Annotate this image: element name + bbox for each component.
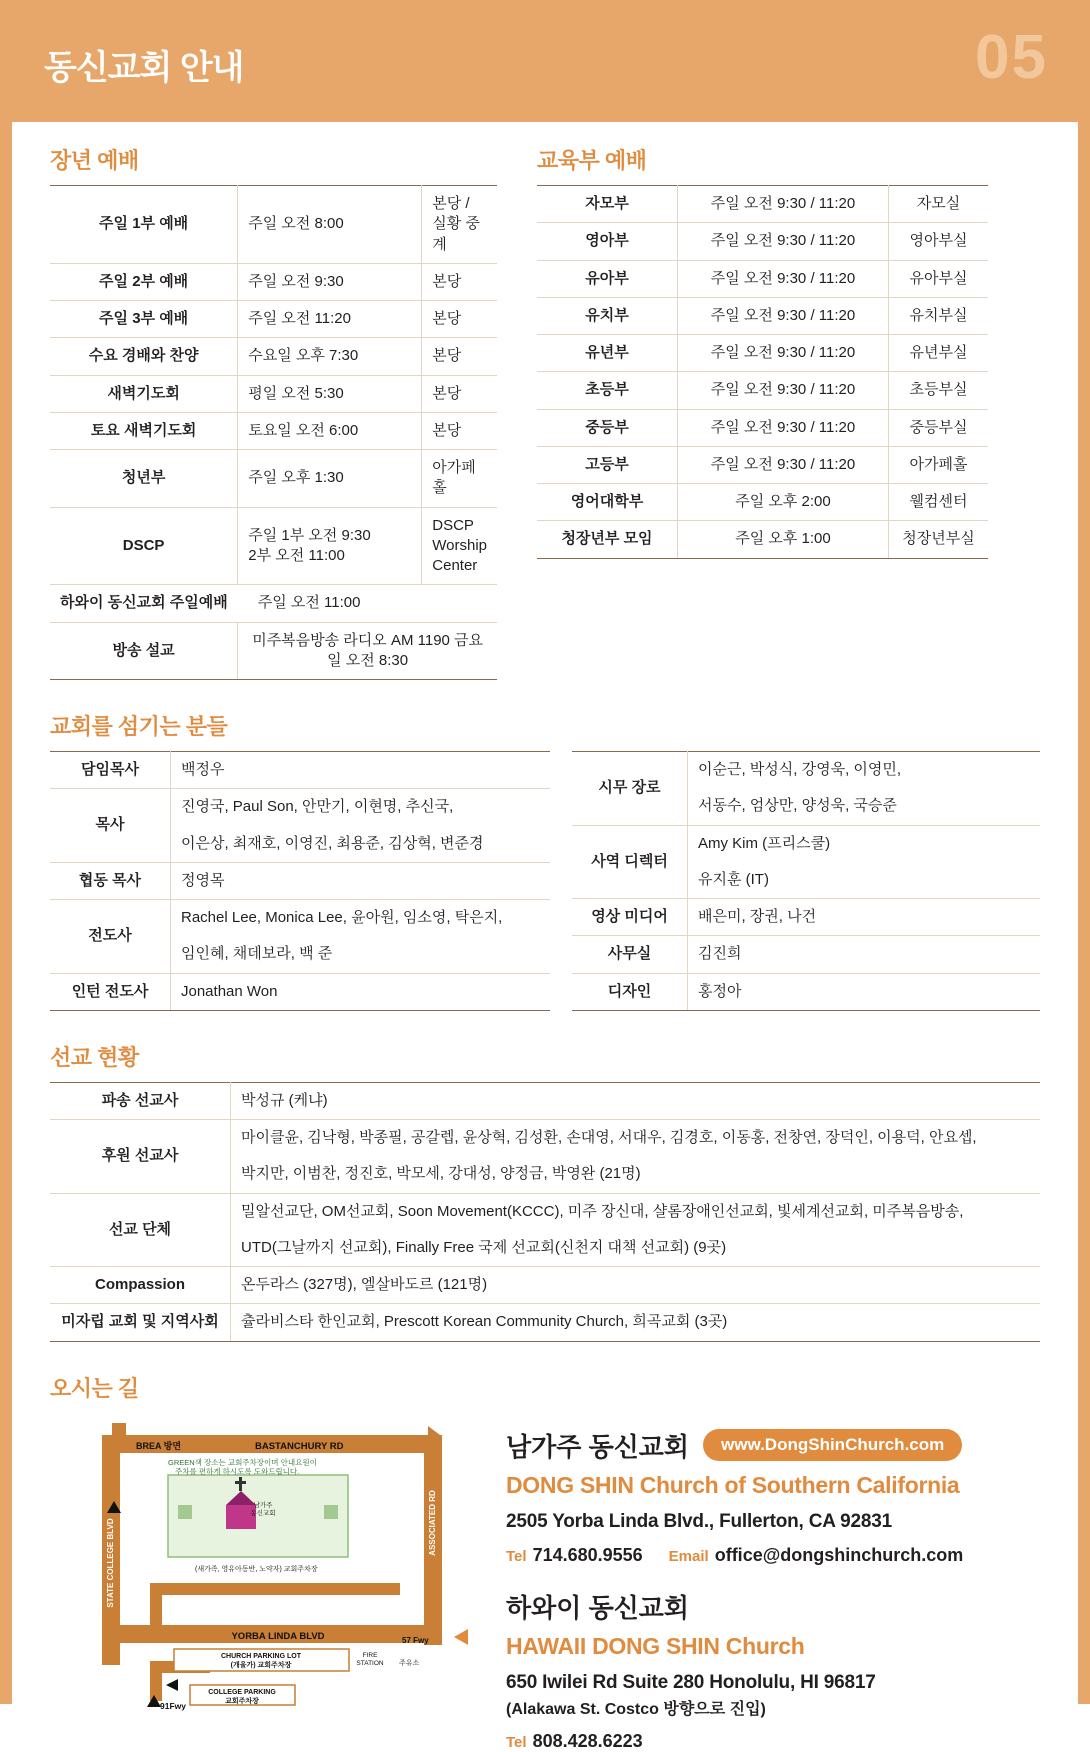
worship-label: 수요 경배와 찬양: [50, 338, 238, 375]
edu-place: 유년부실: [889, 335, 989, 372]
section-missions: [0, 1041, 1090, 1342]
directions-title: 오시는 길: [50, 1375, 139, 1401]
row-value: 홍정아: [688, 973, 1041, 1010]
hawaii-church-address-note: (Alakawa St. Costco 방향으로 진입): [506, 1700, 766, 1718]
table-row: [50, 263, 497, 300]
staff-title: 교회를 섬기는 분들: [50, 714, 228, 739]
edu-label: 유치부: [537, 297, 678, 334]
row-label: 파송 선교사: [50, 1082, 231, 1119]
svg-text:CHURCH PARKING LOT: CHURCH PARKING LOT: [221, 1652, 301, 1660]
row-value: Jonathan Won: [171, 973, 551, 1010]
table-row: [572, 825, 1040, 862]
main-church-name-ko: 남가주 동신교회: [506, 1431, 690, 1462]
svg-text:BREA 방면: BREA 방면: [136, 1440, 182, 1451]
table-row: [50, 1120, 1040, 1157]
row-label: 사역 디렉터: [572, 825, 688, 899]
table-row: [50, 412, 497, 449]
table-row: [537, 484, 988, 521]
row-label: 인턴 전도사: [50, 973, 171, 1010]
svg-text:STATE COLLEGE BLVD: STATE COLLEGE BLVD: [106, 1517, 115, 1608]
edu-place: 중등부실: [889, 409, 989, 446]
worship-label: 청년부: [50, 450, 238, 508]
email-label: Email: [668, 1547, 709, 1565]
table-row: [537, 335, 988, 372]
contact-info: [506, 1413, 1040, 1752]
table-row: [50, 1082, 1040, 1119]
table-row: [50, 862, 550, 899]
worship-time: 수요일 오후 7:30: [238, 338, 422, 375]
edu-time: 주일 오전 9:30 / 11:20: [678, 297, 889, 334]
page-title: 동신교회 안내: [44, 49, 244, 87]
table-row: [50, 585, 497, 622]
main-church-name-en: DONG SHIN Church of Southern California: [506, 1471, 960, 1498]
worship-place: 본당: [422, 412, 497, 449]
page-header: [0, 0, 1090, 122]
table-row: [50, 186, 497, 264]
edu-label: 청장년부 모임: [537, 521, 678, 558]
worship-label: 토요 새벽기도회: [50, 412, 238, 449]
edu-label: 중등부: [537, 409, 678, 446]
svg-text:YORBA LINDA BLVD: YORBA LINDA BLVD: [231, 1630, 325, 1642]
svg-text:남가주: 남가주: [253, 1501, 273, 1509]
main-church-address: 2505 Yorba Linda Blvd., Fullerton, CA 92831: [506, 1510, 892, 1532]
education-worship-title: 교육부 예배: [537, 148, 647, 173]
worship-label: 주일 2부 예배: [50, 263, 238, 300]
website-link[interactable]: www.DongShinChurch.com: [703, 1429, 962, 1461]
edu-time: 주일 오후 1:00: [678, 521, 889, 558]
svg-text:(새가족, 영유아동반, 노약자) 교회주차장: (새가족, 영유아동반, 노약자) 교회주차장: [195, 1565, 318, 1573]
edu-label: 초등부: [537, 372, 678, 409]
worship-time: 주일 오후 1:30: [238, 450, 422, 508]
row-label: 목사: [50, 789, 171, 863]
svg-text:COLLEGE PARKING: COLLEGE PARKING: [208, 1688, 276, 1696]
section-staff: [0, 710, 1090, 1011]
edu-label: 고등부: [537, 446, 678, 483]
row-value: 이은상, 최재호, 이영진, 최용준, 김상혁, 변준경: [171, 826, 551, 863]
table-row: [50, 1267, 1040, 1304]
row-value: 온두라스 (327명), 엘살바도르 (121명): [231, 1267, 1041, 1304]
table-row: [50, 338, 497, 375]
edu-place: 자모실: [889, 186, 989, 223]
section-education-worship: [537, 144, 988, 680]
edu-time: 주일 오전 9:30 / 11:20: [678, 409, 889, 446]
svg-text:FIRE: FIRE: [362, 1651, 378, 1659]
table-row: [537, 223, 988, 260]
table-row: [572, 936, 1040, 973]
row-value: 서동수, 엄상만, 양성욱, 국승준: [688, 788, 1041, 825]
table-row: [537, 446, 988, 483]
worship-time: 주일 오전 11:20: [238, 301, 422, 338]
table-row: [50, 1193, 1040, 1230]
row-value: 백정우: [171, 752, 551, 789]
row-value: 배은미, 장권, 나건: [688, 899, 1041, 936]
worship-place: DSCP Worship Center: [422, 507, 497, 585]
main-church-tel[interactable]: 714.680.9556: [532, 1544, 643, 1565]
staff-right-table: [572, 751, 1040, 1011]
table-row: [50, 507, 497, 585]
row-value: 츌라비스타 한인교회, Prescott Korean Community Church, 희곡교회 (3곳): [231, 1304, 1041, 1341]
row-value: 이순근, 박성식, 강영욱, 이영민,: [688, 752, 1041, 789]
edu-place: 청장년부실: [889, 521, 989, 558]
svg-text:57 Fwy: 57 Fwy: [402, 1635, 429, 1645]
row-label: 사무실: [572, 936, 688, 973]
edu-label: 유년부: [537, 335, 678, 372]
edu-place: 아가페홀: [889, 446, 989, 483]
page-content: [0, 122, 1090, 1752]
row-value: 박성규 (케냐): [231, 1082, 1041, 1119]
broadcast-label: 방송 설교: [50, 622, 238, 680]
edu-place: 유아부실: [889, 260, 989, 297]
worship-label: 주일 3부 예배: [50, 301, 238, 338]
worship-place: 본당: [422, 301, 497, 338]
row-label: 협동 목사: [50, 862, 171, 899]
location-map: [50, 1413, 480, 1713]
edu-place: 초등부실: [889, 372, 989, 409]
svg-text:BASTANCHURY RD: BASTANCHURY RD: [255, 1440, 344, 1452]
row-label: Compassion: [50, 1267, 231, 1304]
adult-worship-title: 장년 예배: [50, 148, 139, 173]
row-label: 디자인: [572, 973, 688, 1010]
staff-left-table: [50, 751, 550, 1011]
section-directions: [0, 1372, 1090, 1403]
section-adult-worship: [50, 144, 497, 680]
row-value: 진영국, Paul Son, 안만기, 이현명, 추신국,: [181, 798, 454, 816]
row-label: 미자립 교회 및 지역사회: [50, 1304, 231, 1341]
svg-text:동신교회: 동신교회: [250, 1509, 276, 1517]
worship-label: 주일 1부 예배: [50, 186, 238, 264]
table-row: [537, 297, 988, 334]
table-row: [537, 521, 988, 558]
row-value: 박지만, 이범찬, 정진호, 박모세, 강대성, 양정금, 박영완 (21명): [231, 1156, 1041, 1193]
row-value: Amy Kim (프리스쿨): [698, 834, 831, 852]
edu-label: 유아부: [537, 260, 678, 297]
hawaii-church-name-en: HAWAII DONG SHIN Church: [506, 1632, 805, 1659]
education-worship-table: [537, 185, 988, 559]
table-row: [50, 1304, 1040, 1341]
missions-table: [50, 1082, 1040, 1342]
svg-text:주유소: 주유소: [399, 1659, 420, 1667]
table-row: [50, 375, 497, 412]
worship-place: 본당 / 실황 중계: [422, 186, 497, 264]
svg-text:(개울가) 교회주차장: (개울가) 교회주차장: [230, 1661, 292, 1669]
row-value: UTD(그날까지 선교회), Finally Free 국제 선교회(신천지 대책 선교회) (9곳): [231, 1230, 1041, 1267]
table-row: [572, 899, 1040, 936]
worship-place: 본당: [422, 375, 497, 412]
row-label: 전도사: [50, 900, 171, 974]
edu-time: 주일 오전 9:30 / 11:20: [678, 223, 889, 260]
edu-place: 웰컴센터: [889, 484, 989, 521]
worship-time: 주일 1부 오전 9:30 2부 오전 11:00: [238, 507, 422, 585]
row-value: 임인혜, 채데보라, 백 준: [171, 936, 551, 973]
tel-label: Tel: [506, 1547, 527, 1565]
table-row: [537, 372, 988, 409]
edu-time: 주일 오전 9:30 / 11:20: [678, 335, 889, 372]
edu-label: 영아부: [537, 223, 678, 260]
svg-text:교회주차장: 교회주차장: [225, 1697, 259, 1705]
hawaii-worship-label: 하와이 동신교회 주일예배: [50, 585, 238, 622]
svg-text:STATION: STATION: [356, 1659, 384, 1667]
edu-time: 주일 오전 9:30 / 11:20: [678, 260, 889, 297]
worship-time: 토요일 오전 6:00: [238, 412, 422, 449]
table-row: [50, 450, 497, 508]
worship-time: 평일 오전 5:30: [238, 375, 422, 412]
edu-place: 유치부실: [889, 297, 989, 334]
row-value: 정영목: [171, 862, 551, 899]
svg-text:91Fwy: 91Fwy: [160, 1700, 186, 1711]
svg-text:GREEN색 장소는 교회주차장이며 안내요원이: GREEN색 장소는 교회주차장이며 안내요원이: [168, 1457, 317, 1467]
main-church-contact: [506, 1545, 1040, 1566]
row-value: 밀알선교단, OM선교회, Soon Movement(KCCC), 미주 장신대, 샬롬장애인선교회, 빛세계선교회, 미주복음방송,: [241, 1202, 964, 1220]
table-row: [537, 186, 988, 223]
hawaii-worship-value: 주일 오전 11:00: [238, 585, 497, 622]
svg-text:주차를 편하게 하시도록 도와드립니다.: 주차를 편하게 하시도록 도와드립니다.: [175, 1466, 300, 1476]
row-value: 김진희: [688, 936, 1041, 973]
adult-worship-table: [50, 185, 497, 680]
worship-place: 본당: [422, 263, 497, 300]
worship-place: 아가페홀: [422, 450, 497, 508]
worship-time: 주일 오전 9:30: [238, 263, 422, 300]
table-row: [50, 789, 550, 826]
table-row: [50, 752, 550, 789]
edu-label: 자모부: [537, 186, 678, 223]
worship-label: DSCP: [50, 507, 238, 585]
edu-place: 영아부실: [889, 223, 989, 260]
table-row: [537, 260, 988, 297]
row-value: 마이클윤, 김낙형, 박종필, 공갈렙, 윤상혁, 김성환, 손대영, 서대우, 김경호, 이동홍, 전창연, 장덕인, 이용덕, 안요셉,: [241, 1129, 977, 1146]
row-label: 담임목사: [50, 752, 171, 789]
row-value: Rachel Lee, Monica Lee, 윤아원, 임소영, 탁은지,: [181, 909, 503, 926]
row-value: 유지훈 (IT): [688, 862, 1041, 899]
hawaii-tel-label: Tel: [506, 1733, 527, 1751]
main-church-email[interactable]: office@dongshinchurch.com: [714, 1544, 964, 1565]
hawaii-church-tel[interactable]: 808.428.6223: [532, 1730, 643, 1751]
row-label: 선교 단체: [50, 1193, 231, 1267]
row-label: 영상 미디어: [572, 899, 688, 936]
table-row: [572, 752, 1040, 789]
edu-time: 주일 오후 2:00: [678, 484, 889, 521]
missions-title: 선교 현황: [50, 1044, 139, 1070]
table-row: [50, 622, 497, 680]
hawaii-church-contact: [506, 1731, 1040, 1752]
edu-time: 주일 오전 9:30 / 11:20: [678, 372, 889, 409]
table-row: [50, 973, 550, 1010]
table-row: [572, 973, 1040, 1010]
row-label: 시무 장로: [572, 752, 688, 826]
hawaii-church-address: 650 Iwilei Rd Suite 280 Honolulu, HI 96817: [506, 1671, 876, 1693]
table-row: [50, 900, 550, 937]
table-row: [50, 301, 497, 338]
page-number: 05: [975, 23, 1048, 92]
worship-time: 주일 오전 8:00: [238, 186, 422, 264]
hawaii-church-name-ko: 하와이 동신교회: [506, 1592, 690, 1623]
edu-time: 주일 오전 9:30 / 11:20: [678, 446, 889, 483]
map-svg: [50, 1413, 480, 1713]
worship-label: 새벽기도회: [50, 375, 238, 412]
row-label: 후원 선교사: [50, 1120, 231, 1194]
edu-label: 영어대학부: [537, 484, 678, 521]
svg-text:ASSOCIATED RD: ASSOCIATED RD: [428, 1489, 437, 1556]
worship-place: 본당: [422, 338, 497, 375]
edu-time: 주일 오전 9:30 / 11:20: [678, 186, 889, 223]
broadcast-value: 미주복음방송 라디오 AM 1190 금요일 오전 8:30: [238, 622, 497, 680]
table-row: [537, 409, 988, 446]
